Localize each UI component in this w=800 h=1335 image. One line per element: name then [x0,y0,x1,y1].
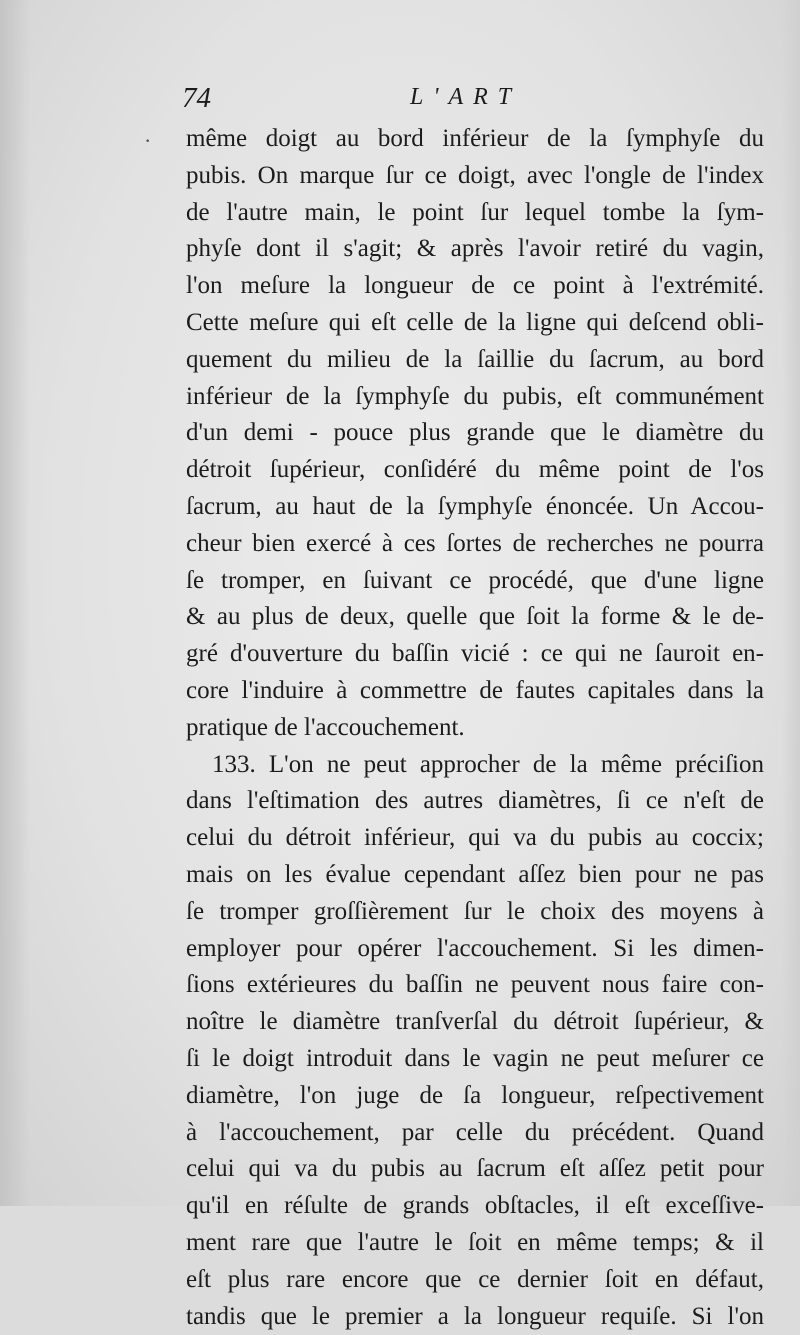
text-line: phyſe dont il s'agit; & après l'avoir retiré du vagin, [186,231,764,268]
running-head: L'ART [410,84,521,111]
text-line: Cette meſure qui eſt celle de la ligne qui deſcend obli- [186,305,764,342]
text-line: ſi le doigt introduit dans le vagin ne peut meſurer ce [186,1041,764,1078]
text-line: quement du milieu de la ſaillie du ſacrum, au bord [186,342,764,379]
page-header [182,82,792,122]
text-line: employer pour opérer l'accouchement. Si les dimen- [186,931,764,968]
text-line: pratique de l'accouchement. [186,710,764,747]
text-line: qu'il en réſulte de grands obſtacles, il eſt exceſſive- [186,1188,764,1225]
text-line: inférieur de la ſymphyſe du pubis, eſt communément [186,379,764,416]
text-line: celui du détroit inférieur, qui va du pubis au coccix; [186,820,764,857]
text-line: ſacrum, au haut de la ſymphyſe énoncée. Un Accou- [186,489,764,526]
text-line: celui qui va du pubis au ſacrum eſt aſſez petit pour [186,1151,764,1188]
text-line: ment rare que l'autre le ſoit en même temps; & il [186,1225,764,1262]
text-line: ſe tromper, en ſuivant ce procédé, que d'une ligne [186,563,764,600]
text-line: l'on meſure la longueur de ce point à l'extrémité. [186,268,764,305]
text-line: mais on les évalue cependant aſſez bien pour ne pas [186,857,764,894]
page-number: 74 [182,82,211,115]
text-line: & au plus de deux, quelle que ſoit la forme & le de- [186,599,764,636]
text-line: noître le diamètre tranſverſal du détroit ſupérieur, & [186,1004,764,1041]
text-line: d'un demi - pouce plus grande que le diamètre du [186,415,764,452]
text-line: détroit ſupérieur, conſidéré du même point de l'os [186,452,764,489]
text-line: cheur bien exercé à ces ſortes de recherches ne pourra [186,526,764,563]
text-line: dans l'eſtimation des autres diamètres, ſi ce n'eſt de [186,783,764,820]
text-line: ſions extérieures du baſſin ne peuvent nous faire con- [186,967,764,1004]
margin-mark: · [144,128,151,154]
text-line: eſt plus rare encore que ce dernier ſoit en défaut, [186,1262,764,1299]
body-text [186,121,764,1335]
text-line: tandis que le premier a la longueur requiſe. Si l'on [186,1299,764,1335]
text-line: à l'accouchement, par celle du précédent. Quand [186,1115,764,1152]
text-line: ſe tromper groſſièrement ſur le choix des moyens à [186,894,764,931]
text-line: core l'induire à commettre de fautes capitales dans la [186,673,764,710]
text-line: même doigt au bord inférieur de la ſymphyſe du [186,121,764,158]
text-line: pubis. On marque ſur ce doigt, avec l'ongle de l'index [186,158,764,195]
paragraph-start-line: 133. L'on ne peut approcher de la même préciſion [186,747,764,784]
text-line: de l'autre main, le point ſur lequel tombe la ſym- [186,195,764,232]
text-line: gré d'ouverture du baſſin vicié : ce qui ne ſauroit en- [186,636,764,673]
text-line: diamètre, l'on juge de ſa longueur, reſpectivement [186,1078,764,1115]
